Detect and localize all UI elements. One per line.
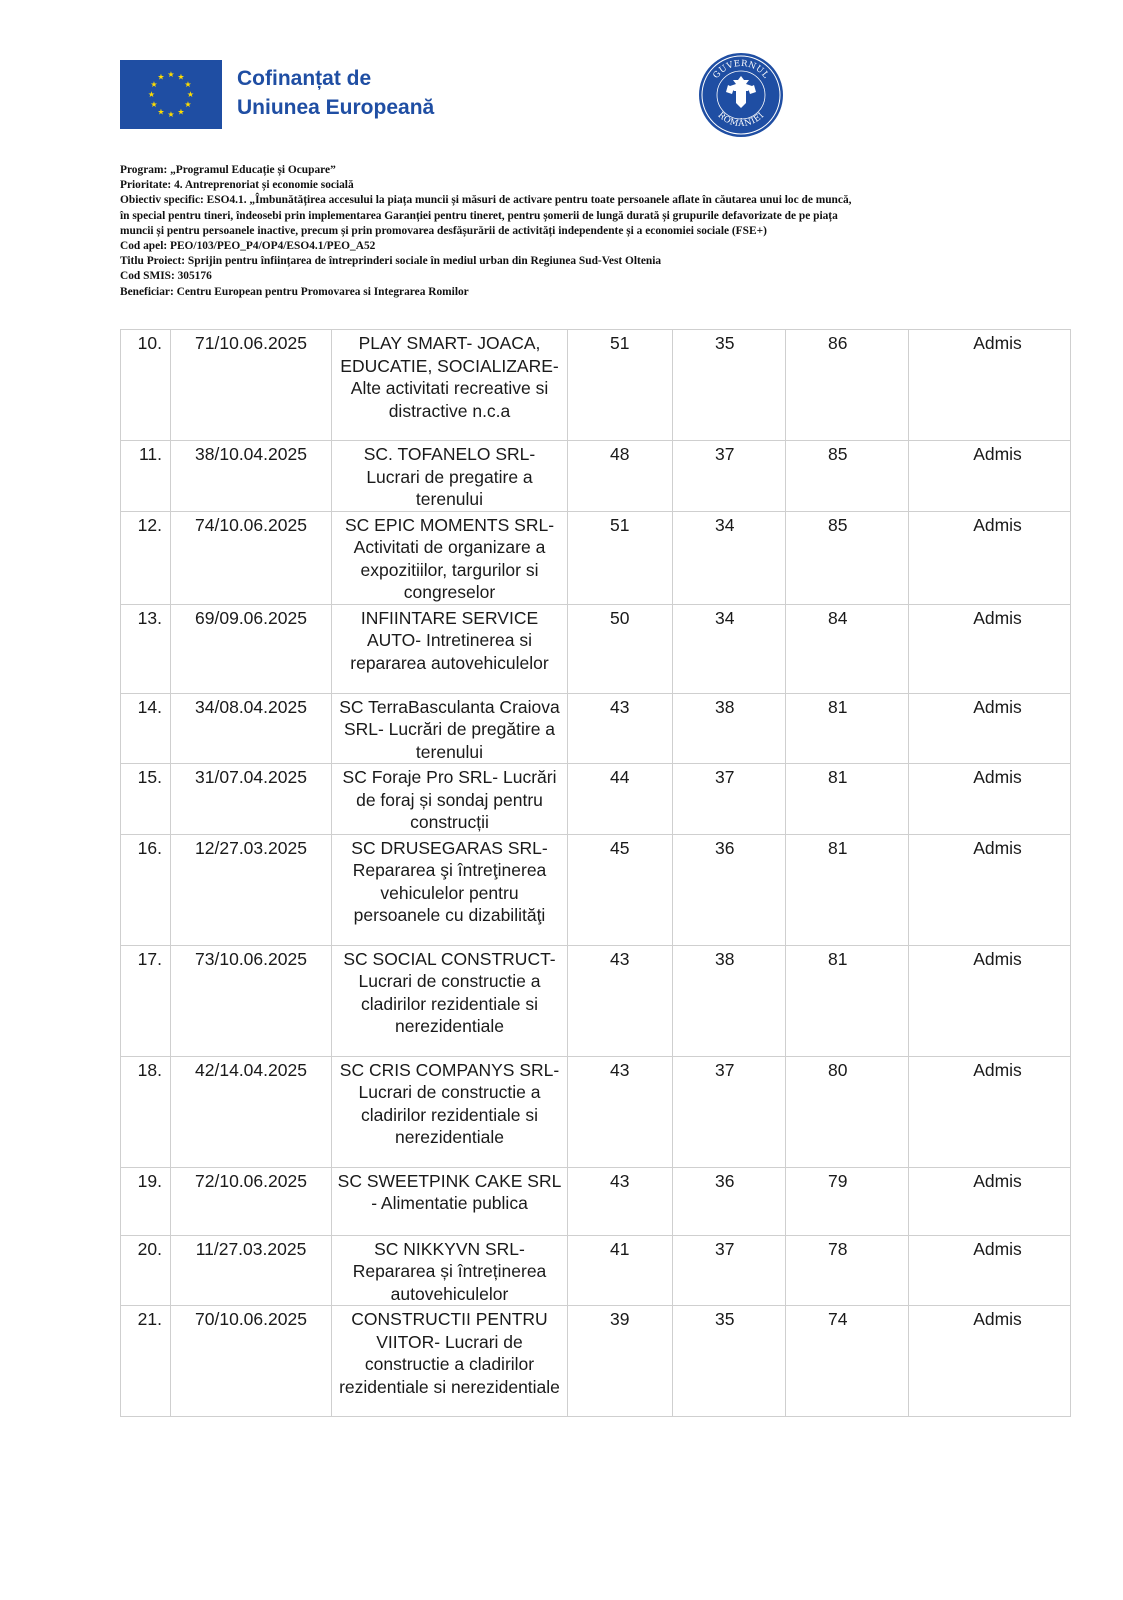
- svg-text:★: ★: [177, 72, 185, 82]
- row-number-cell: 13.: [121, 604, 171, 693]
- applicant-name-cell: SC CRIS COMPANYS SRL- Lucrari de constructie a cladirilor rezidentiale si nerezidentiale: [332, 1056, 568, 1167]
- row-number-cell: 11.: [121, 441, 171, 512]
- svg-text:★: ★: [184, 100, 192, 109]
- score-1-cell: 51: [568, 330, 673, 441]
- status-cell: Admis: [909, 511, 1071, 604]
- score-1-cell: 51: [568, 511, 673, 604]
- objective-line-1: Obiectiv specific: ESO4.1. „Îmbunătățirea accesului la piața muncii și măsuri de activare pentru toate persoanele aflate în căutarea unui loc de muncă,: [120, 194, 852, 207]
- svg-text:★: ★: [147, 90, 156, 99]
- row-number-cell: 15.: [121, 764, 171, 835]
- table-row: [121, 1056, 1071, 1167]
- row-number-cell: 20.: [121, 1235, 171, 1306]
- total-score-cell: 81: [786, 834, 909, 945]
- row-number-cell: 10.: [121, 330, 171, 441]
- row-number-cell: 18.: [121, 1056, 171, 1167]
- status-cell: Admis: [909, 1056, 1071, 1167]
- registration-number-cell: 31/07.04.2025: [171, 764, 332, 835]
- applicant-name-cell: SC Foraje Pro SRL- Lucrări de foraj și sondaj pentru construcții: [332, 764, 568, 835]
- table-row: [121, 693, 1071, 764]
- score-2-cell: 36: [673, 1167, 786, 1235]
- total-score-cell: 81: [786, 945, 909, 1056]
- score-1-cell: 48: [568, 441, 673, 512]
- svg-text:★: ★: [150, 100, 158, 109]
- total-score-cell: 79: [786, 1167, 909, 1235]
- score-1-cell: 45: [568, 834, 673, 945]
- score-2-cell: 37: [673, 1235, 786, 1306]
- score-2-cell: 37: [673, 1056, 786, 1167]
- total-score-cell: 85: [786, 441, 909, 512]
- status-cell: Admis: [909, 764, 1071, 835]
- score-1-cell: 50: [568, 604, 673, 693]
- registration-number-cell: 11/27.03.2025: [171, 1235, 332, 1306]
- registration-number-cell: 42/14.04.2025: [171, 1056, 332, 1167]
- seal-top-text: GUVERNUL: [711, 58, 771, 81]
- total-score-cell: 86: [786, 330, 909, 441]
- priority-line: Prioritate: 4. Antreprenoriat și economie socială: [120, 179, 354, 192]
- status-cell: Admis: [909, 1167, 1071, 1235]
- svg-text:★: ★: [184, 80, 192, 89]
- table-row: [121, 441, 1071, 512]
- table-row: [121, 511, 1071, 604]
- registration-number-cell: 70/10.06.2025: [171, 1306, 332, 1417]
- registration-number-cell: 71/10.06.2025: [171, 330, 332, 441]
- applicant-name-cell: SC NIKKYVN SRL- Repararea și întreținerea autovehiculelor: [332, 1235, 568, 1306]
- eu-label-line1: Cofinanțat de: [237, 67, 372, 90]
- objective-line-2: în special pentru tineri, îndeosebi prin implementarea Garanției pentru tineret, pentru șomerii de lungă durată și grupurile defavorizate de pe piața: [120, 209, 838, 222]
- status-cell: Admis: [909, 604, 1071, 693]
- program-line: Program: „Programul Educație și Ocupare”: [120, 164, 336, 176]
- romania-coat-of-arms-icon: [698, 52, 784, 138]
- eu-stars-icon: [120, 60, 222, 129]
- score-2-cell: 38: [673, 693, 786, 764]
- table-row: [121, 1235, 1071, 1306]
- svg-text:★: ★: [177, 107, 185, 117]
- applicant-name-cell: SC EPIC MOMENTS SRL- Activitati de organizare a expozitiilor, targurilor si congreselor: [332, 511, 568, 604]
- registration-number-cell: 73/10.06.2025: [171, 945, 332, 1056]
- svg-text:★: ★: [150, 80, 158, 89]
- score-2-cell: 37: [673, 441, 786, 512]
- project-title-line: Titlu Proiect: Sprijin pentru înființarea de întreprinderi sociale în mediul urban din Regiunea Sud-Vest Oltenia: [120, 255, 662, 268]
- status-cell: Admis: [909, 1235, 1071, 1306]
- registration-number-cell: 74/10.06.2025: [171, 511, 332, 604]
- project-metadata: [120, 163, 1025, 300]
- score-2-cell: 34: [673, 511, 786, 604]
- applicant-name-cell: SC SOCIAL CONSTRUCT- Lucrari de constructie a cladirilor rezidentiale si nerezidentiale: [332, 945, 568, 1056]
- score-2-cell: 35: [673, 330, 786, 441]
- registration-number-cell: 72/10.06.2025: [171, 1167, 332, 1235]
- score-1-cell: 41: [568, 1235, 673, 1306]
- eu-flag-icon: [120, 60, 222, 129]
- total-score-cell: 85: [786, 511, 909, 604]
- row-number-cell: 14.: [121, 693, 171, 764]
- table-row: [121, 834, 1071, 945]
- score-1-cell: 39: [568, 1306, 673, 1417]
- status-cell: Admis: [909, 1306, 1071, 1417]
- table-row: [121, 945, 1071, 1056]
- svg-text:★: ★: [186, 90, 195, 99]
- score-1-cell: 43: [568, 1167, 673, 1235]
- svg-text:★: ★: [167, 110, 175, 119]
- total-score-cell: 74: [786, 1306, 909, 1417]
- eu-cofinancing-label: [237, 64, 434, 122]
- score-1-cell: 44: [568, 764, 673, 835]
- table-row: [121, 604, 1071, 693]
- row-number-cell: 12.: [121, 511, 171, 604]
- total-score-cell: 84: [786, 604, 909, 693]
- applicant-name-cell: CONSTRUCTII PENTRU VIITOR- Lucrari de constructie a cladirilor rezidentiale si nerezidentiale: [332, 1306, 568, 1417]
- svg-text:★: ★: [157, 107, 165, 117]
- registration-number-cell: 34/08.04.2025: [171, 693, 332, 764]
- applicant-name-cell: INFIINTARE SERVICE AUTO- Intretinerea si repararea autovehiculelor: [332, 604, 568, 693]
- score-2-cell: 38: [673, 945, 786, 1056]
- applicant-name-cell: PLAY SMART- JOACA, EDUCATIE, SOCIALIZARE- Alte activitati recreative si distractive n.c.a: [332, 330, 568, 441]
- status-cell: Admis: [909, 330, 1071, 441]
- table-row: [121, 330, 1071, 441]
- score-1-cell: 43: [568, 1056, 673, 1167]
- row-number-cell: 19.: [121, 1167, 171, 1235]
- registration-number-cell: 12/27.03.2025: [171, 834, 332, 945]
- eu-label-line2: Uniunea Europeană: [237, 96, 435, 119]
- score-1-cell: 43: [568, 945, 673, 1056]
- smis-code-line: Cod SMIS: 305176: [120, 270, 212, 283]
- applicant-name-cell: SC. TOFANELO SRL- Lucrari de pregatire a terenului: [332, 441, 568, 512]
- table-row: [121, 1167, 1071, 1235]
- table-row: [121, 764, 1071, 835]
- seal-bottom-text: ROMÂNIEI: [715, 110, 767, 130]
- row-number-cell: 16.: [121, 834, 171, 945]
- row-number-cell: 21.: [121, 1306, 171, 1417]
- score-2-cell: 37: [673, 764, 786, 835]
- call-code-line: Cod apel: PEO/103/PEO_P4/OP4/ESO4.1/PEO_A52: [120, 240, 376, 253]
- results-table-body: [121, 330, 1071, 1417]
- applicant-name-cell: SC DRUSEGARAS SRL- Repararea şi întreţinerea vehiculelor pentru persoanele cu dizabilităţi: [332, 834, 568, 945]
- applicant-name-cell: SC TerraBasculanta Craiova SRL- Lucrări de pregătire a terenului: [332, 693, 568, 764]
- score-2-cell: 36: [673, 834, 786, 945]
- score-2-cell: 35: [673, 1306, 786, 1417]
- table-row: [121, 1306, 1071, 1417]
- status-cell: Admis: [909, 441, 1071, 512]
- beneficiary-line: Beneficiar: Centru European pentru Promovarea si Integrarea Romilor: [120, 285, 469, 298]
- status-cell: Admis: [909, 693, 1071, 764]
- total-score-cell: 81: [786, 764, 909, 835]
- objective-line-3: muncii și pentru persoanele inactive, precum și prin promovarea desfășurării de activități independente și a economiei sociale (FSE+): [120, 224, 767, 237]
- government-seal: [698, 52, 784, 138]
- status-cell: Admis: [909, 834, 1071, 945]
- score-2-cell: 34: [673, 604, 786, 693]
- total-score-cell: 81: [786, 693, 909, 764]
- registration-number-cell: 38/10.04.2025: [171, 441, 332, 512]
- total-score-cell: 80: [786, 1056, 909, 1167]
- registration-number-cell: 69/09.06.2025: [171, 604, 332, 693]
- total-score-cell: 78: [786, 1235, 909, 1306]
- status-cell: Admis: [909, 945, 1071, 1056]
- svg-text:★: ★: [157, 72, 165, 82]
- score-1-cell: 43: [568, 693, 673, 764]
- applicant-name-cell: SC SWEETPINK CAKE SRL - Alimentatie publica: [332, 1167, 568, 1235]
- row-number-cell: 17.: [121, 945, 171, 1056]
- svg-text:★: ★: [167, 70, 175, 79]
- results-table: [120, 329, 1071, 1417]
